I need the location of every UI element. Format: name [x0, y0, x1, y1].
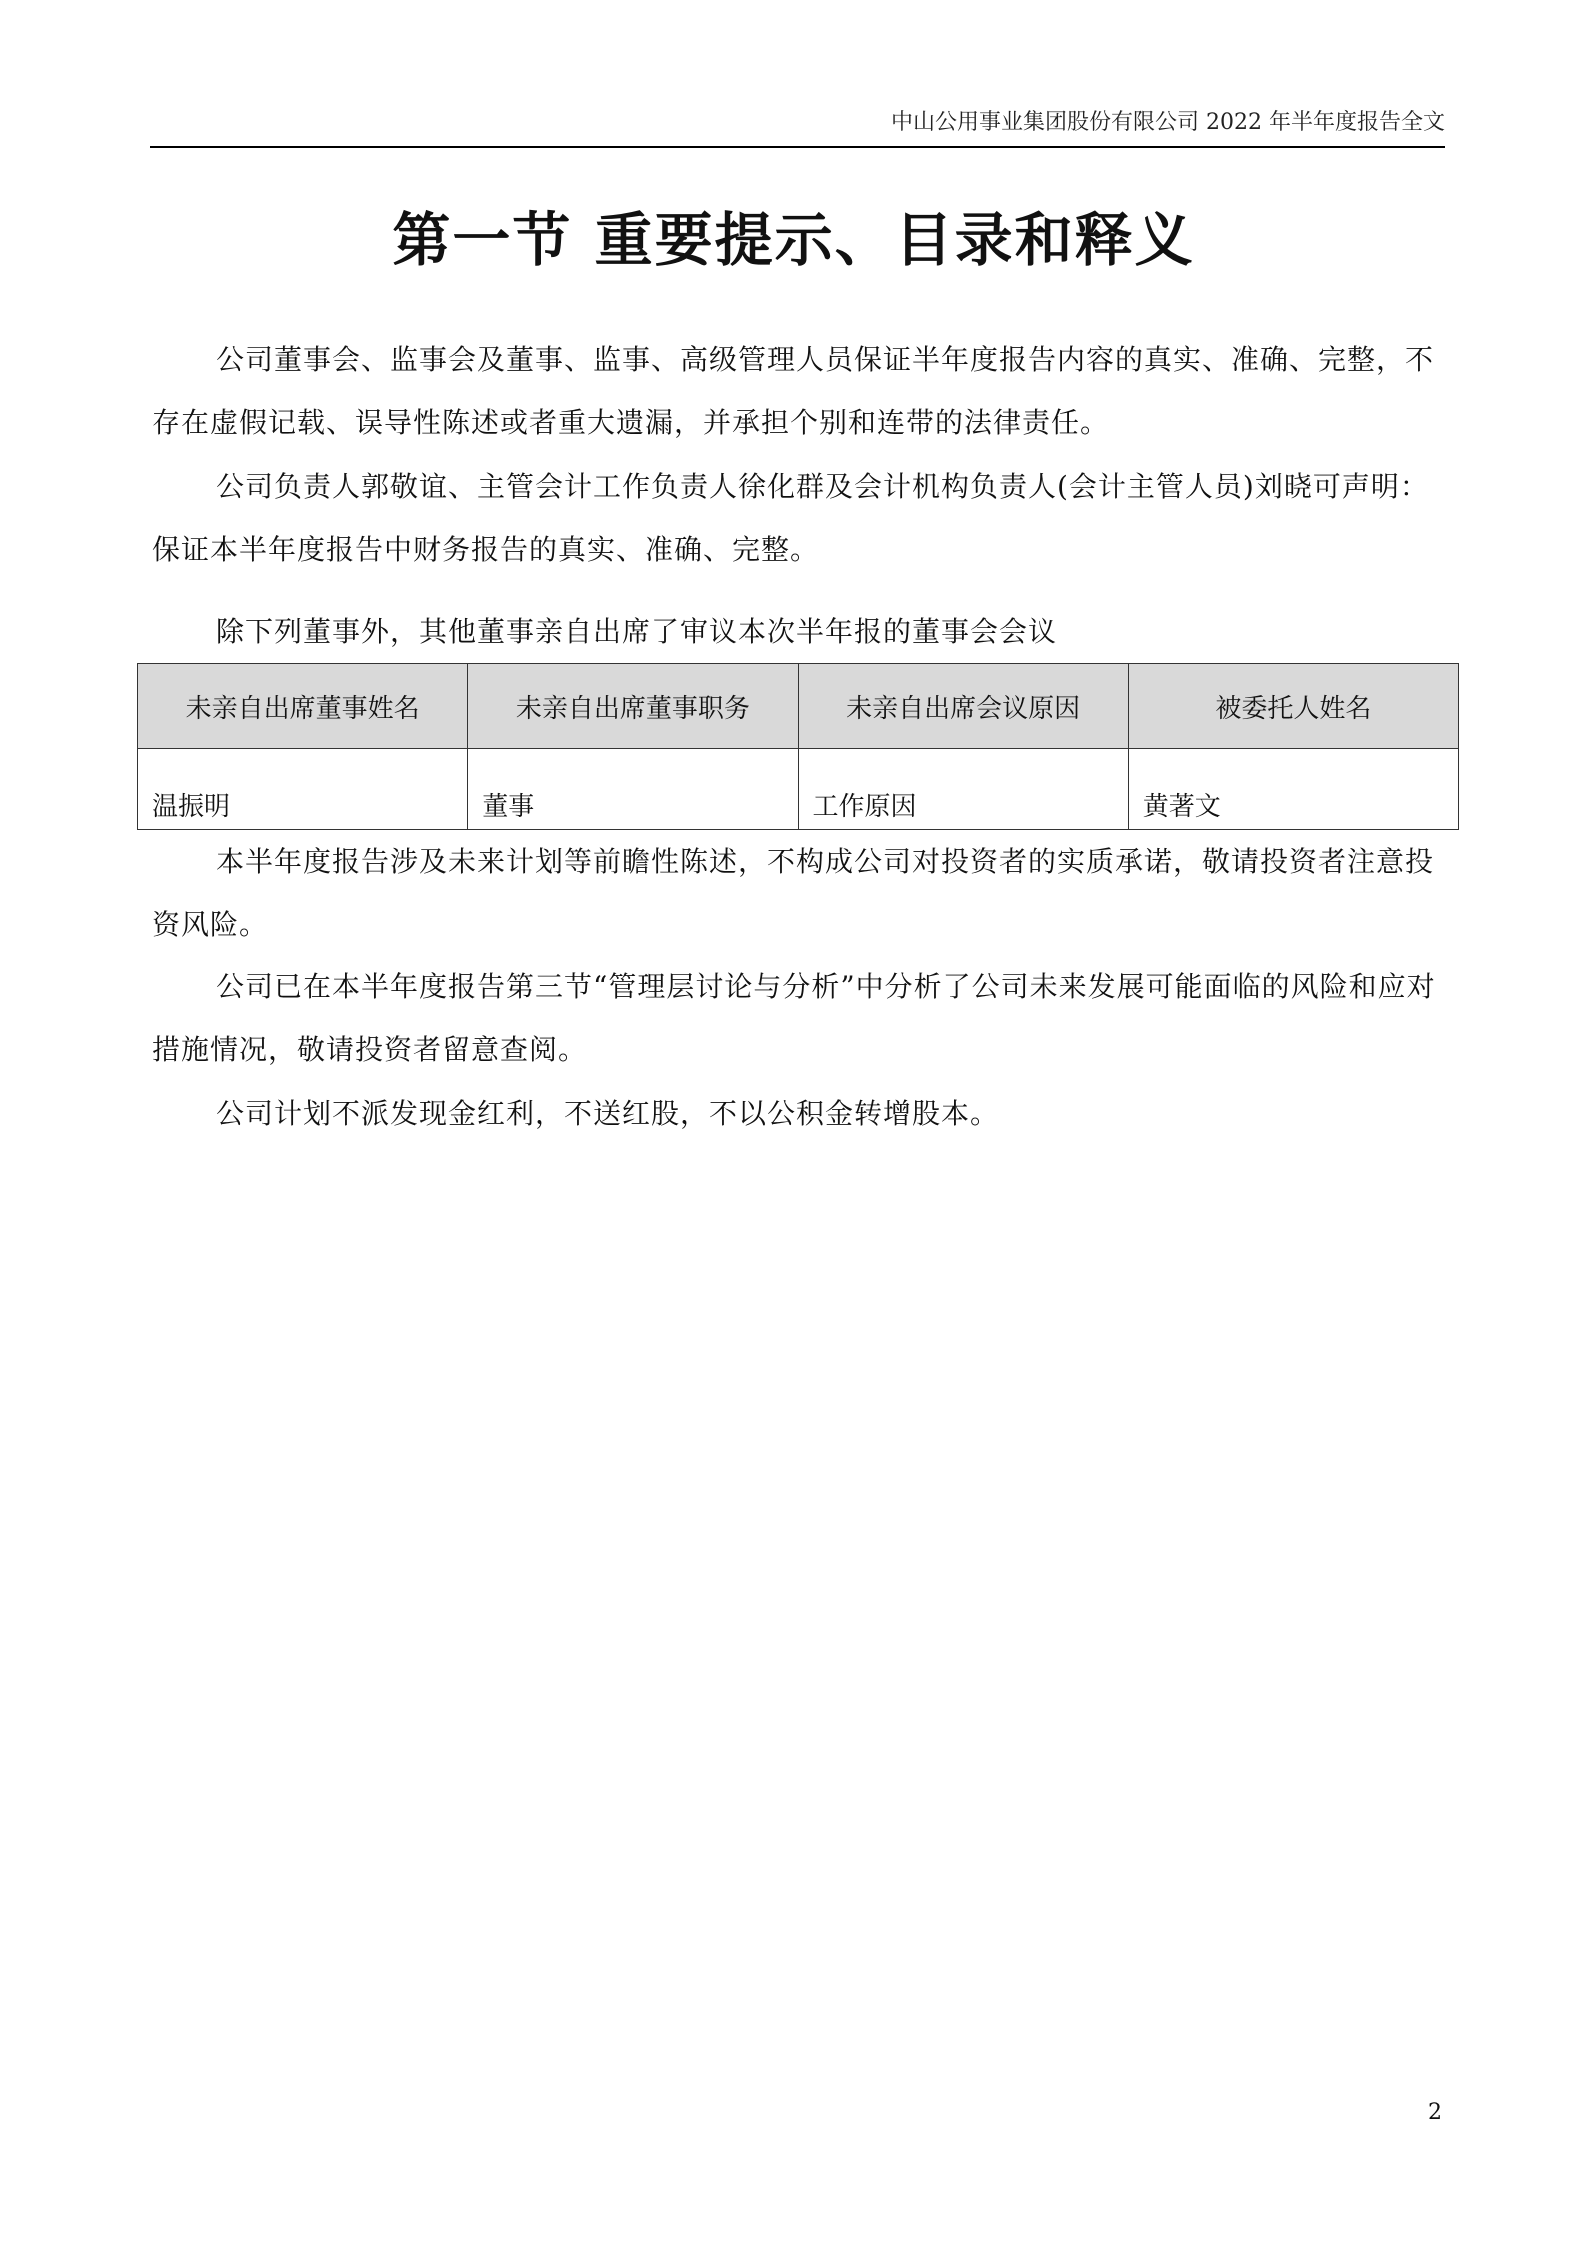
table-row [138, 749, 1459, 830]
header-text: 中山公用事业集团股份有限公司 2022 年半年度报告全文 [891, 110, 1445, 135]
table-header-cell: 未亲自出席董事职务 [468, 664, 798, 749]
table-header-cell: 未亲自出席会议原因 [798, 664, 1128, 749]
paragraph-forward-looking: 本半年度报告涉及未来计划等前瞻性陈述，不构成公司对投资者的实质承诺，敬请投资者注意投资风险。 [152, 845, 1435, 941]
table-cell: 温振明 [138, 749, 468, 830]
page-header [150, 108, 1445, 148]
section-title: 第一节 重要提示、目录和释义 [392, 206, 1195, 274]
paragraph-dividend-plan: 公司计划不派发现金红利，不送红股，不以公积金转增股本。 [216, 1097, 1000, 1130]
table-cell: 董事 [468, 749, 798, 830]
table-cell: 黄著文 [1128, 749, 1458, 830]
table-cell: 工作原因 [798, 749, 1128, 830]
paragraph-attendance-intro: 除下列董事外，其他董事亲自出席了审议本次半年报的董事会会议 [216, 615, 1058, 648]
paragraph-risk-analysis: 公司已在本半年度报告第三节“管理层讨论与分析”中分析了公司未来发展可能面临的风险和应对措施情况，敬请投资者留意查阅。 [152, 970, 1436, 1066]
paragraph-declaration: 公司负责人郭敬谊、主管会计工作负责人徐化群及会计机构负责人(会计主管人员)刘晓可声明：保证本半年度报告中财务报告的真实、准确、完整。 [152, 470, 1429, 566]
absent-directors-table [137, 663, 1459, 830]
table-header-cell: 未亲自出席董事姓名 [138, 664, 468, 749]
table-header-row [138, 664, 1459, 749]
paragraph-responsibility: 公司董事会、监事会及董事、监事、高级管理人员保证半年度报告内容的真实、准确、完整，不存在虚假记载、误导性陈述或者重大遗漏，并承担个别和连带的法律责任。 [152, 343, 1435, 439]
page-number: 2 [1428, 2100, 1442, 2125]
table-header-cell: 被委托人姓名 [1128, 664, 1458, 749]
